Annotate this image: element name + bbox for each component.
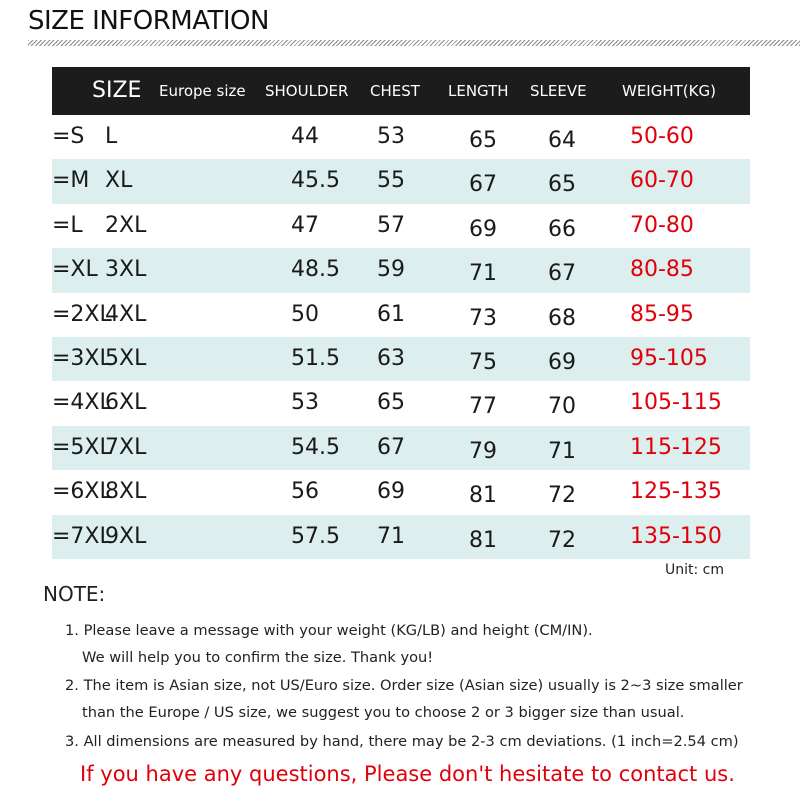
cell-sleeve: 67 bbox=[548, 261, 576, 287]
header-size: SIZE bbox=[92, 78, 142, 103]
cell-europe: =6XL bbox=[52, 479, 112, 505]
cell-length: 67 bbox=[469, 172, 497, 198]
cell-weight: 60-70 bbox=[630, 168, 694, 194]
unit-label: Unit: cm bbox=[665, 562, 725, 578]
cell-length: 75 bbox=[469, 349, 497, 375]
cell-shoulder: 50 bbox=[291, 301, 319, 327]
cell-weight: 50-60 bbox=[630, 124, 694, 149]
table-row bbox=[52, 515, 750, 559]
cell-europe: =S bbox=[52, 124, 85, 149]
cell-chest: 61 bbox=[377, 301, 405, 327]
table-row bbox=[52, 159, 750, 203]
cell-size: 3XL bbox=[105, 257, 147, 283]
header-weight: WEIGHT(KG) bbox=[622, 82, 716, 100]
cell-europe: =L bbox=[52, 212, 83, 238]
cell-chest: 57 bbox=[377, 212, 405, 238]
cell-europe: =7XL bbox=[52, 523, 112, 549]
note-3: 3. All dimensions are measured by hand, there may be 2-3 cm deviations. (1 inch=2.54 cm) bbox=[65, 733, 739, 750]
cell-weight: 135-150 bbox=[630, 523, 722, 549]
note-title: NOTE: bbox=[43, 582, 106, 606]
table-row bbox=[52, 204, 750, 248]
table-row bbox=[52, 115, 750, 159]
cell-shoulder: 57.5 bbox=[291, 523, 340, 549]
cell-length: 79 bbox=[469, 438, 497, 464]
cell-size: 8XL bbox=[105, 479, 147, 505]
cell-size: 7XL bbox=[105, 434, 147, 460]
cell-chest: 65 bbox=[377, 390, 405, 416]
table-body bbox=[52, 115, 750, 559]
cell-sleeve: 64 bbox=[548, 128, 576, 153]
cell-size: XL bbox=[105, 168, 133, 194]
cell-chest: 53 bbox=[377, 124, 405, 149]
cell-sleeve: 69 bbox=[548, 349, 576, 375]
cell-size: 6XL bbox=[105, 390, 147, 416]
cell-length: 73 bbox=[469, 305, 497, 331]
cell-europe: =2XL bbox=[52, 301, 112, 327]
cell-sleeve: 68 bbox=[548, 305, 576, 331]
cell-shoulder: 56 bbox=[291, 479, 319, 505]
cell-shoulder: 53 bbox=[291, 390, 319, 416]
cell-shoulder: 45.5 bbox=[291, 168, 340, 194]
cell-size: 5XL bbox=[105, 345, 147, 371]
cell-size: 9XL bbox=[105, 523, 147, 549]
cell-size: 2XL bbox=[105, 212, 147, 238]
cell-sleeve: 70 bbox=[548, 394, 576, 420]
cell-size: L bbox=[105, 124, 118, 149]
cell-chest: 63 bbox=[377, 345, 405, 371]
cell-chest: 59 bbox=[377, 257, 405, 283]
cell-weight: 70-80 bbox=[630, 212, 694, 238]
cell-sleeve: 65 bbox=[548, 172, 576, 198]
cell-shoulder: 51.5 bbox=[291, 345, 340, 371]
cell-weight: 105-115 bbox=[630, 390, 722, 416]
cell-length: 71 bbox=[469, 261, 497, 287]
note-2: 2. The item is Asian size, not US/Euro size. Order size (Asian size) usually is 2~3 size smaller bbox=[65, 677, 743, 694]
table-row bbox=[52, 337, 750, 381]
size-table bbox=[52, 67, 750, 559]
cell-shoulder: 48.5 bbox=[291, 257, 340, 283]
header-chest: CHEST bbox=[370, 82, 420, 100]
cell-length: 77 bbox=[469, 394, 497, 420]
table-row bbox=[52, 248, 750, 292]
cell-shoulder: 47 bbox=[291, 212, 319, 238]
header-europe-size: Europe size bbox=[159, 82, 246, 100]
page-title: SIZE INFORMATION bbox=[28, 6, 269, 36]
table-row bbox=[52, 470, 750, 514]
cell-europe: =5XL bbox=[52, 434, 112, 460]
table-row bbox=[52, 426, 750, 470]
cell-length: 81 bbox=[469, 527, 497, 553]
cell-weight: 80-85 bbox=[630, 257, 694, 283]
table-row bbox=[52, 381, 750, 425]
cell-europe: =XL bbox=[52, 257, 98, 283]
note-1-continued: We will help you to confirm the size. Thank you! bbox=[82, 649, 434, 666]
cell-chest: 55 bbox=[377, 168, 405, 194]
cell-chest: 69 bbox=[377, 479, 405, 505]
cell-length: 69 bbox=[469, 216, 497, 242]
cell-chest: 71 bbox=[377, 523, 405, 549]
header-shoulder: SHOULDER bbox=[265, 82, 349, 100]
cell-length: 65 bbox=[469, 128, 497, 153]
cell-weight: 85-95 bbox=[630, 301, 694, 327]
cell-shoulder: 44 bbox=[291, 124, 319, 149]
cell-europe: =M bbox=[52, 168, 90, 194]
cell-shoulder: 54.5 bbox=[291, 434, 340, 460]
cell-sleeve: 66 bbox=[548, 216, 576, 242]
note-1: 1. Please leave a message with your weight (KG/LB) and height (CM/IN). bbox=[65, 622, 593, 639]
header-sleeve: SLEEVE bbox=[530, 82, 587, 100]
cell-europe: =4XL bbox=[52, 390, 112, 416]
cell-sleeve: 71 bbox=[548, 438, 576, 464]
table-row bbox=[52, 293, 750, 337]
cell-sleeve: 72 bbox=[548, 483, 576, 509]
title-divider bbox=[28, 40, 800, 46]
cell-weight: 95-105 bbox=[630, 345, 708, 371]
contact-message: If you have any questions, Please don't hesitate to contact us. bbox=[80, 762, 735, 786]
cell-weight: 115-125 bbox=[630, 434, 722, 460]
cell-weight: 125-135 bbox=[630, 479, 722, 505]
note-2-continued: than the Europe / US size, we suggest you to choose 2 or 3 bigger size than usual. bbox=[82, 704, 685, 721]
cell-chest: 67 bbox=[377, 434, 405, 460]
cell-size: 4XL bbox=[105, 301, 147, 327]
cell-europe: =3XL bbox=[52, 345, 112, 371]
cell-length: 81 bbox=[469, 483, 497, 509]
cell-sleeve: 72 bbox=[548, 527, 576, 553]
header-length: LENGTH bbox=[448, 82, 509, 100]
table-header bbox=[52, 67, 750, 115]
